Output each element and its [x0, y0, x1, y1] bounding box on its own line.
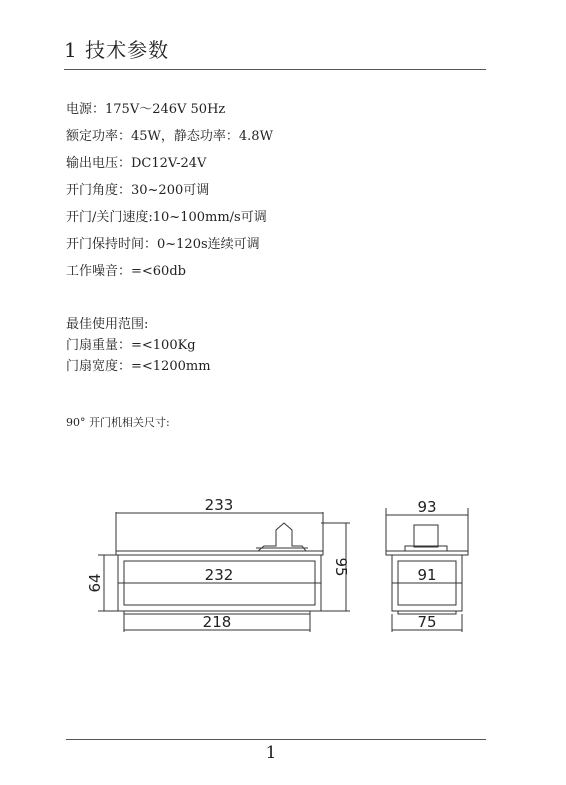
range-heading: 最佳使用范围: [66, 317, 149, 332]
side-overall-width: 93 [417, 498, 437, 516]
section-title: 1 技术参数 [64, 38, 170, 62]
side-base-width: 75 [417, 613, 437, 631]
spec-output-voltage: 输出电压：DC12V-24V [66, 156, 207, 171]
front-base-length: 218 [202, 613, 232, 631]
spec-power-rating: 额定功率：45W，静态功率：4.8W [66, 129, 273, 144]
range-door-weight: 门扇重量：=<100Kg [66, 338, 196, 353]
footer-divider [66, 739, 486, 740]
spec-opening-angle: 开门角度：30~200可调 [66, 183, 210, 198]
spec-hold-time: 开门保持时间：0~120s连续可调 [66, 237, 260, 252]
front-overall-length: 233 [204, 496, 234, 514]
spec-power-supply: 电源：175V～246V 50Hz [66, 102, 226, 117]
side-body-width: 91 [417, 566, 437, 584]
front-overall-height: 95 [332, 557, 350, 577]
drawing-caption: 90° 开门机相关尺寸: [66, 416, 170, 429]
range-door-width: 门扇宽度：=<1200mm [66, 359, 211, 374]
page-number: 1 [265, 743, 277, 763]
spec-speed: 开门/关门速度:10~100mm/s可调 [66, 210, 267, 225]
spec-noise: 工作噪音：=<60db [66, 264, 186, 279]
front-body-height: 64 [86, 573, 104, 593]
front-body-length: 232 [204, 566, 234, 584]
